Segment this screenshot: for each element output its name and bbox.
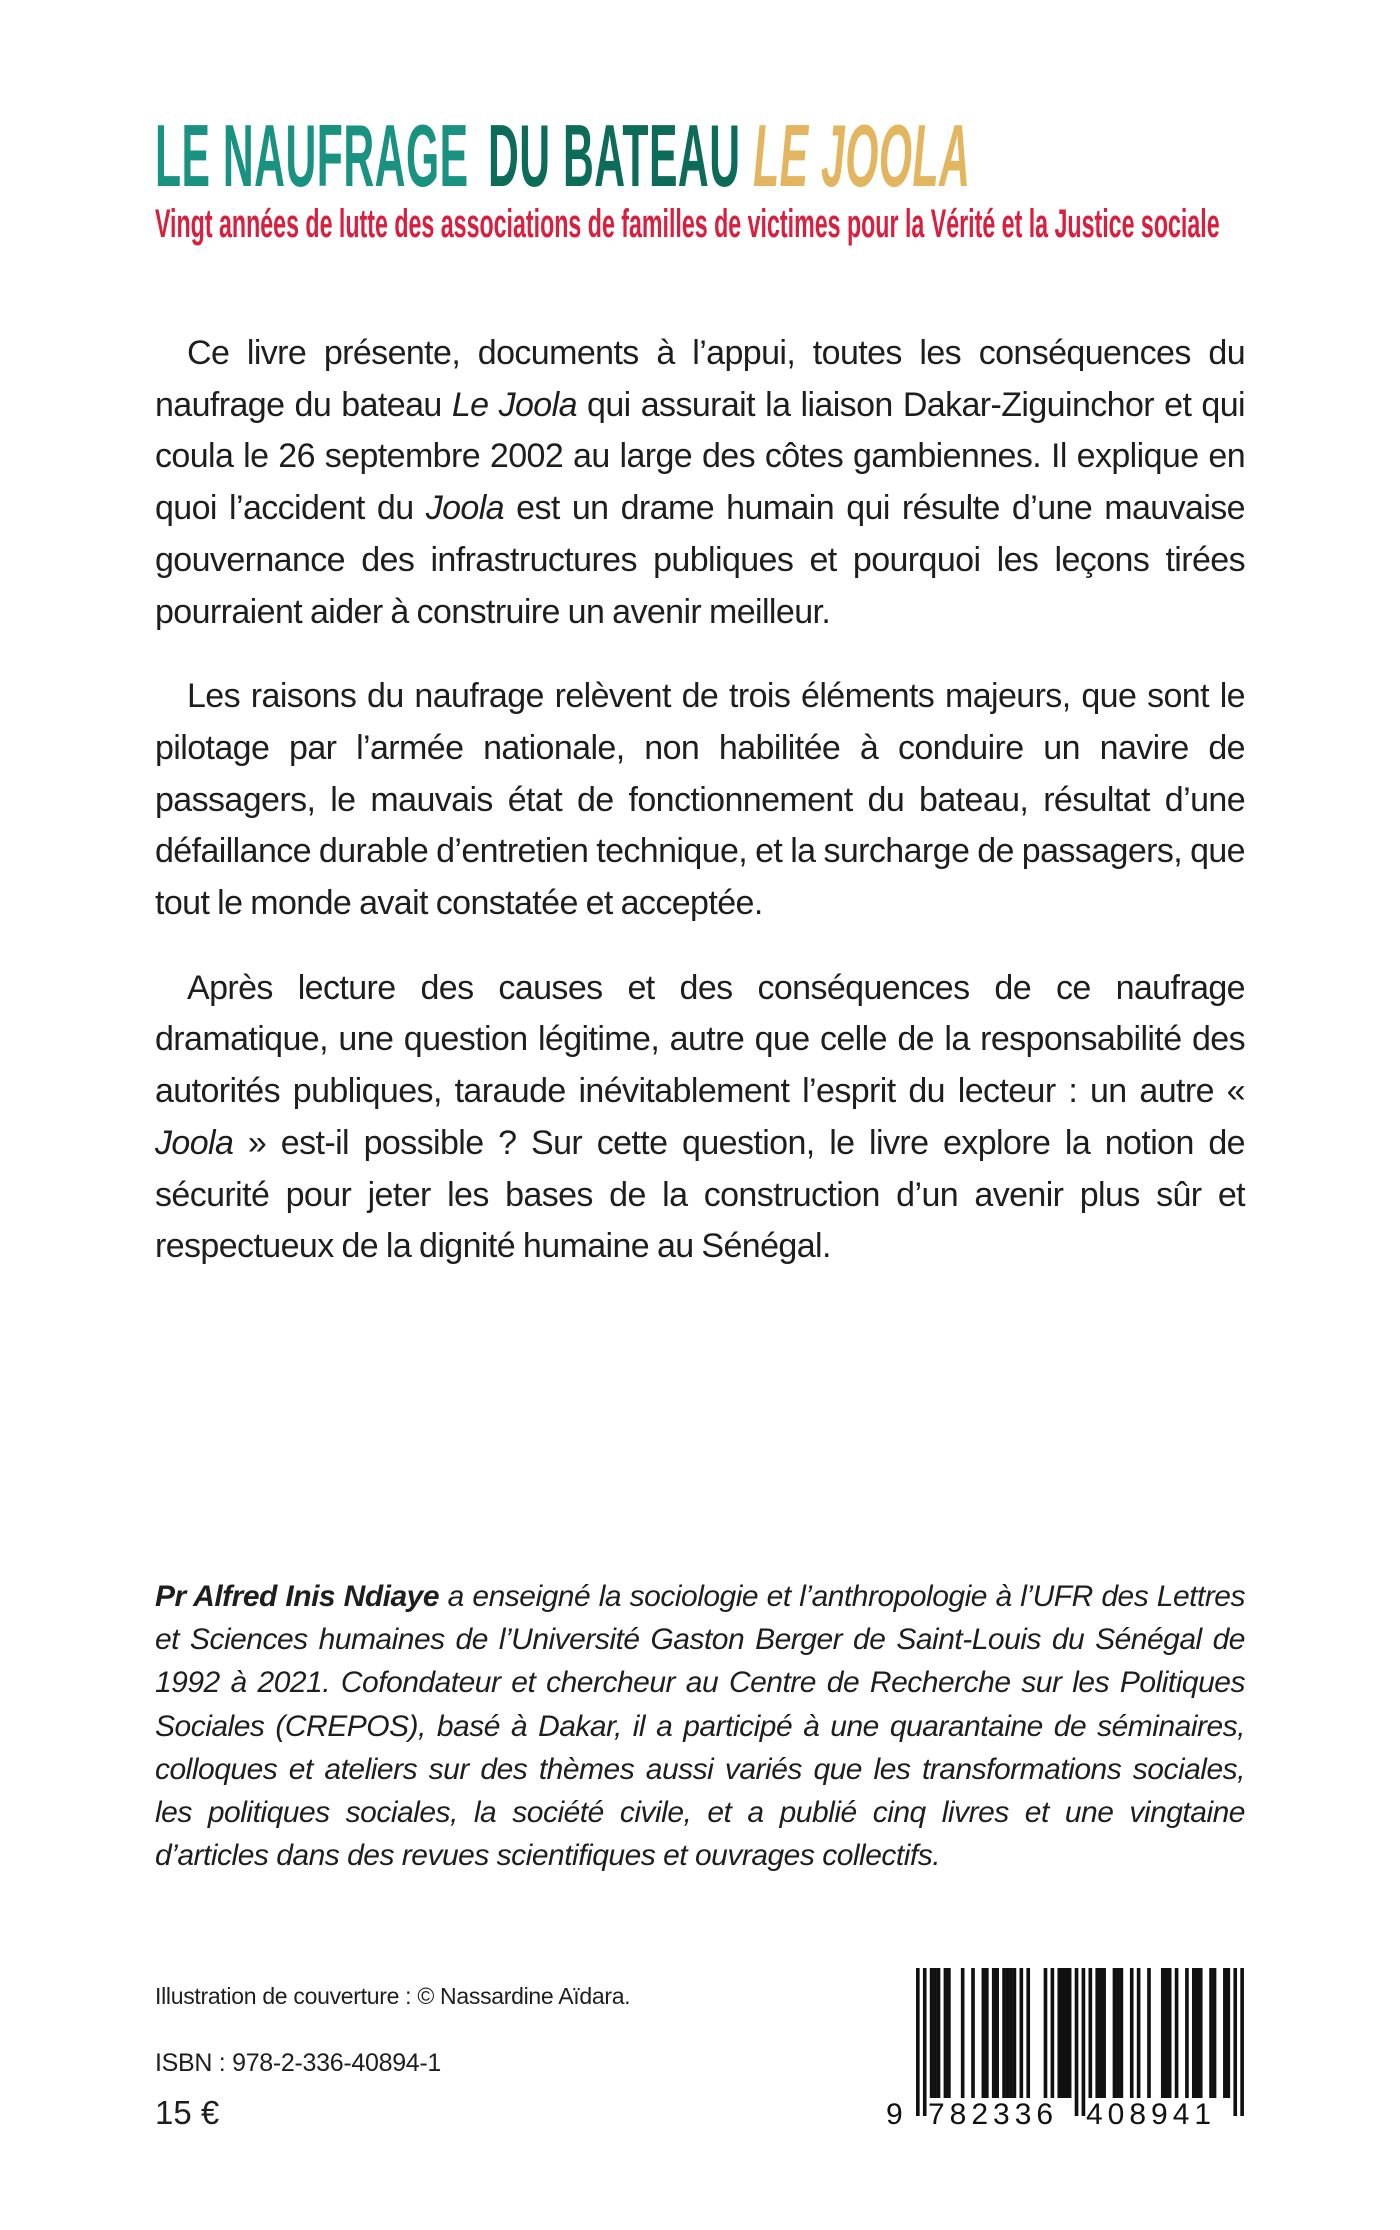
summary-paragraph-1: [155, 328, 1245, 638]
price: 15 €: [155, 2094, 220, 2131]
text-segment: Après lecture des causes et des conséquences de ce naufrage dramatique, une question légitime, autre que celle de la responsabilité des autorités publiques, taraude inévitablement l’esprit du lecteur : un autre «: [155, 968, 1245, 1111]
author-name: Pr Alfred Inis Ndiaye: [155, 1580, 440, 1613]
isbn: ISBN : 978-2-336-40894-1: [155, 2049, 442, 2077]
illustration-credit: Illustration de couverture : © Nassardine Aïdara.: [155, 1983, 631, 2009]
summary-paragraph-2: [155, 671, 1245, 930]
text-segment: » est-il possible ? Sur cette question, le livre explore la notion de sécurité pour jeter les bases de la construction d’un avenir plus sûr et respectueux de la dignité humaine au Sénégal.: [155, 1123, 1245, 1266]
barcode-icon: [880, 1966, 1250, 2136]
author-bio: [155, 1575, 1245, 1877]
book-subtitle: Vingt années de lutte des associations de familles de victimes pour la Vérité et la Justice sociale: [155, 202, 1220, 246]
italic-ship-name: Joola: [155, 1123, 234, 1162]
barcode-right-digits: 408941: [1086, 2098, 1217, 2131]
barcode-first-digit: 9: [886, 2098, 903, 2131]
text-segment: est un drame humain qui résulte d’une mauvaise gouvernance des infrastructures publiques et pourquoi les leçons tirées pourraient aider à construire un avenir meilleur.: [155, 489, 1245, 631]
summary-text: [155, 328, 1245, 1306]
title-part-naufrage: LE NAUFRAGE: [155, 106, 469, 205]
text-segment: qui assurait la liaison Dakar-Ziguinchor et qui coula le 26 septembre 2002 au large des côtes gambiennes. Il explique en quoi l’accident du: [155, 385, 1245, 528]
summary-paragraph-3: [155, 963, 1245, 1273]
italic-ship-name: Le Joola: [451, 385, 577, 424]
italic-ship-name: Joola: [425, 489, 504, 528]
text-segment: Ce livre présente, documents à l’appui, toutes les conséquences du naufrage du bateau: [155, 334, 1245, 424]
barcode-left-digits: 782336: [928, 2098, 1059, 2131]
book-title: [155, 106, 971, 205]
title-part-bateau: DU BATEAU: [487, 106, 741, 205]
title-part-joola: LE JOOLA: [753, 106, 971, 205]
text-segment: Les raisons du naufrage relèvent de trois éléments majeurs, que sont le pilotage par l’armée nationale, non habilitée à conduire un navire de passagers, le mauvais état de fonctionnement du bateau, résultat d’une défaillance durable d’entretien technique, et la surcharge de passagers, que tout le monde avait constatée et acceptée.: [155, 677, 1245, 923]
title-block: [155, 106, 1255, 246]
author-bio-text: a enseigné la sociologie et l’anthropologie à l’UFR des Lettres et Sciences humaines de l’Université Gaston Berger de Saint-Louis du Sénégal de 1992 à 2021. Cofondateur et chercheur au Centre de Recherche sur les Politiques Sociales (CREPOS), basé à Dakar, il a participé à une quarantaine de séminaires, colloques et ateliers sur des thèmes aussi variés que les transformations sociales, les politiques sociales, la société civile, et a publié cinq livres et une vingtaine d’articles dans des revues scientifiques et ouvrages collectifs.: [155, 1580, 1245, 1873]
isbn-barcode: [880, 1966, 1250, 2136]
